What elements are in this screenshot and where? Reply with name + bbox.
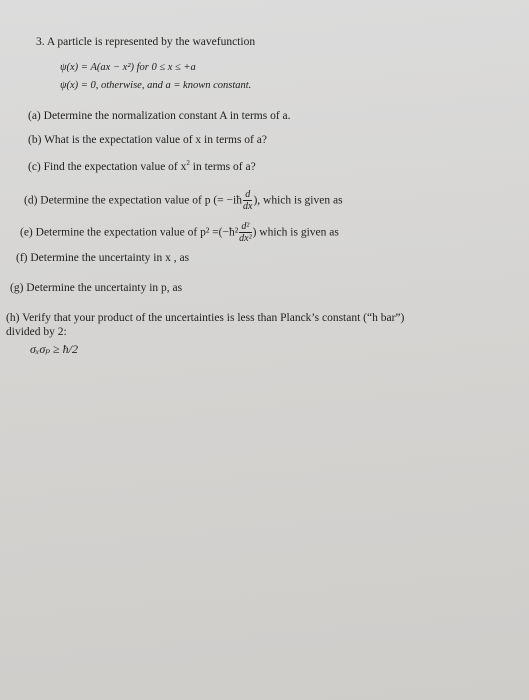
question-d bbox=[24, 190, 343, 212]
question-c-pre: (c) Find the expectation value of x bbox=[28, 160, 187, 173]
derivative-fraction bbox=[243, 190, 252, 212]
second-derivative-denominator: dx² bbox=[239, 233, 252, 244]
derivative-numerator: d bbox=[243, 190, 252, 201]
question-e-pre: (e) Determine the expectation value of p² =(−ħ² bbox=[20, 226, 239, 239]
question-b: (b) What is the expectation value of x in terms of a? bbox=[28, 134, 267, 146]
question-a: (a) Determine the normalization constant A in terms of a. bbox=[28, 110, 291, 122]
question-c: (c) Find the expectation value of $x^2$ in terms of a? bbox=[28, 159, 256, 173]
wavefunction-otherwise: ψ(x) = 0, otherwise, and a = known constant. bbox=[60, 80, 252, 91]
wavefunction-equation: ψ(x) = A(ax − x²) for 0 ≤ x ≤ +a bbox=[60, 62, 196, 73]
second-derivative-numerator: d² bbox=[239, 222, 251, 233]
question-e-post: ) which is given as bbox=[252, 226, 339, 239]
question-e bbox=[20, 222, 339, 244]
question-f: (f) Determine the uncertainty in x , as bbox=[16, 252, 190, 264]
problem-title: 3. A particle is represented by the wavefunction bbox=[36, 36, 256, 48]
question-h-line1: (h) Verify that your product of the uncertainties is less than Planck’s constant (“h bar”) bbox=[6, 312, 405, 324]
question-d-pre: (d) Determine the expectation value of p (= −iħ bbox=[24, 194, 242, 207]
derivative-denominator: dx bbox=[242, 201, 253, 212]
question-c-post: in terms of a? bbox=[189, 160, 256, 173]
second-derivative-fraction bbox=[239, 222, 251, 244]
question-d-post: ), which is given as bbox=[253, 194, 343, 207]
uncertainty-relation: σₓσₚ ≥ ħ/2 bbox=[30, 342, 78, 356]
question-h-line2: divided by 2: bbox=[6, 326, 67, 338]
question-g: (g) Determine the uncertainty in p, as bbox=[10, 282, 183, 294]
